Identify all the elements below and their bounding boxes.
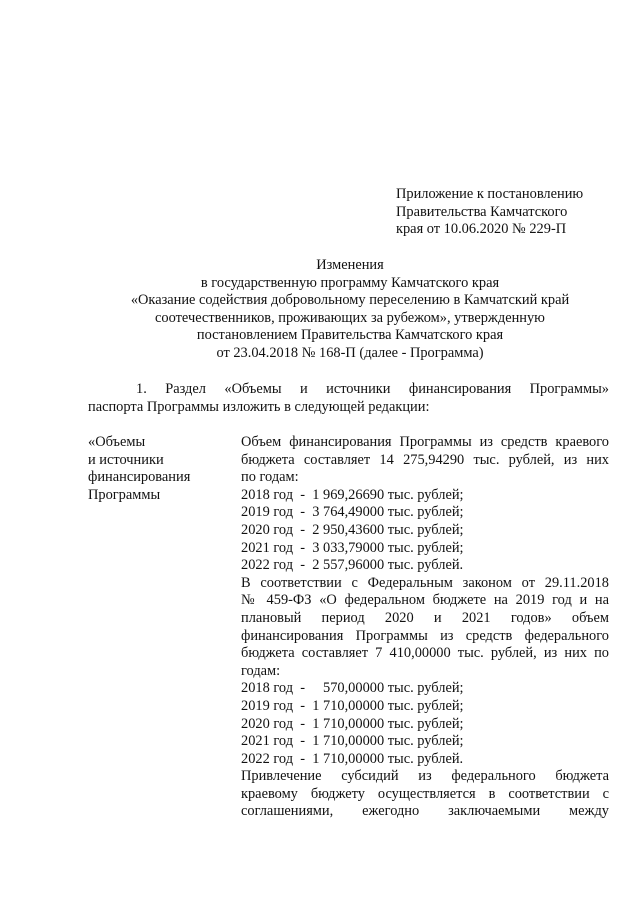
federal-year-row: 2021 год - 1 710,00000 тыс. рублей;	[241, 733, 464, 750]
appendix-line: Приложение к постановлению	[396, 186, 584, 202]
document-title	[80, 257, 620, 363]
item-1-line: паспорта Программы изложить в следующей редакции:	[88, 398, 430, 415]
content-line: краевому бюджету осуществляется в соответствии с	[241, 785, 609, 802]
section-label-line: Программы	[88, 486, 161, 503]
federal-year-row: 2022 год - 1 710,00000 тыс. рублей.	[241, 750, 464, 767]
regional-year-row: 2022 год - 2 557,96000 тыс. рублей.	[241, 557, 464, 574]
title-line: постановлением Правительства Камчатского края	[196, 327, 504, 344]
section-label	[88, 434, 228, 504]
section-label-line: и источники	[88, 451, 164, 468]
title-line: соотечественников, проживающих за рубежом», утвержденную	[155, 309, 545, 326]
federal-year-row: 2020 год - 1 710,00000 тыс. рублей;	[241, 715, 464, 732]
content-line: по годам:	[241, 469, 299, 486]
content-line: В соответствии с Федеральным законом от 29.11.2018	[241, 574, 609, 591]
content-line: Объем финансирования Программы из средств краевого	[241, 434, 609, 450]
content-line: соглашениями, ежегодно заключаемыми между	[241, 803, 609, 820]
regional-year-row: 2020 год - 2 950,43600 тыс. рублей;	[241, 521, 464, 538]
regional-year-row: 2019 год - 3 764,49000 тыс. рублей;	[241, 504, 464, 521]
appendix-line: края от 10.06.2020 № 229-П	[396, 221, 567, 238]
title-line: в государственную программу Камчатского края	[200, 274, 500, 291]
item-1-paragraph	[88, 381, 609, 416]
content-line: бюджета составляет 7 410,00000 тыс. рублей, из них по	[241, 645, 609, 662]
regional-year-row: 2021 год - 3 033,79000 тыс. рублей;	[241, 539, 464, 556]
content-line: плановый период 2020 и 2021 годов» объем	[241, 609, 609, 626]
title-line: Изменения	[316, 257, 384, 273]
title-line: от 23.04.2018 № 168-П (далее - Программа)	[216, 344, 484, 361]
content-line: Привлечение субсидий из федерального бюджета	[241, 768, 609, 785]
title-line: «Оказание содействия добровольному переселению в Камчатский край	[130, 292, 570, 309]
content-line: финансирования Программы из средств федерального	[241, 627, 609, 644]
regional-year-row: 2018 год - 1 969,26690 тыс. рублей;	[241, 486, 464, 503]
appendix-line: Правительства Камчатского	[396, 203, 568, 220]
content-line: бюджета составляет 14 275,94290 тыс. рублей, из них	[241, 451, 609, 468]
content-line: № 459-ФЗ «О федеральном бюджете на 2019 год и на	[241, 592, 609, 609]
section-label-line: финансирования	[88, 469, 191, 486]
item-1-line: 1. Раздел «Объемы и источники финансирования Программы»	[136, 381, 609, 397]
section-label-line: «Объемы	[88, 434, 146, 450]
content-line: годам:	[241, 662, 281, 679]
appendix-header	[396, 186, 616, 239]
federal-year-row: 2019 год - 1 710,00000 тыс. рублей;	[241, 697, 464, 714]
section-content	[241, 434, 609, 821]
federal-year-row: 2018 год - 570,00000 тыс. рублей;	[241, 680, 464, 697]
